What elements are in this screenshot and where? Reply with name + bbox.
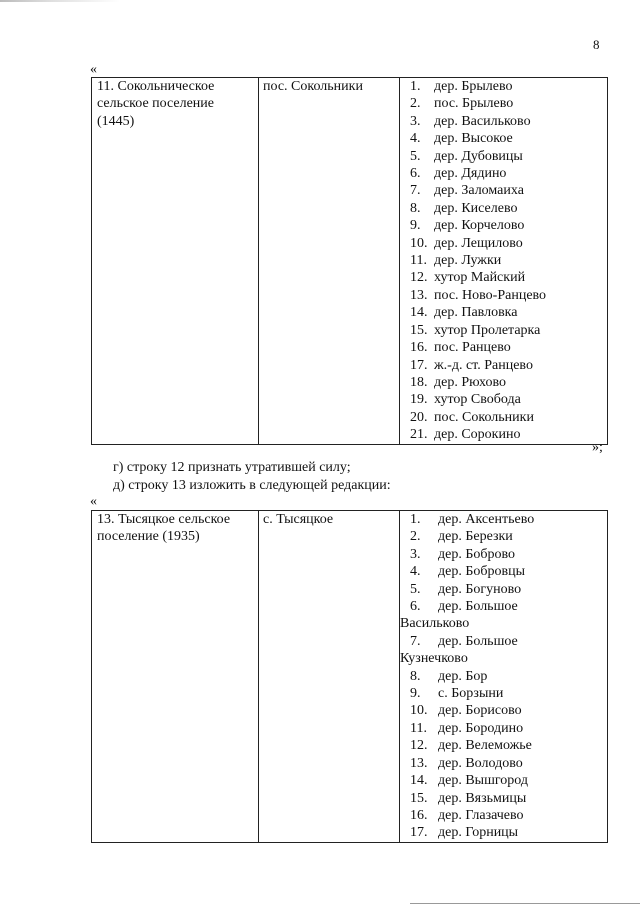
item-name: дер. Богуново bbox=[438, 581, 522, 597]
item-name: дер. Березки bbox=[438, 529, 513, 545]
list-item bbox=[410, 528, 607, 545]
item-name: дер. Горницы bbox=[438, 825, 519, 841]
list-item bbox=[410, 581, 607, 598]
item-name: дер. Вышгород bbox=[438, 773, 528, 789]
paragraph-g: г) строку 12 признать утратившей силу; bbox=[113, 460, 351, 475]
list-item bbox=[410, 339, 607, 356]
list-item bbox=[410, 78, 607, 95]
item-name: хутор Свобода bbox=[434, 392, 521, 408]
item-name: с. Борзыни bbox=[438, 686, 504, 702]
list-item bbox=[410, 95, 607, 112]
quote-open-2: « bbox=[90, 494, 97, 509]
list-item bbox=[410, 391, 607, 408]
list-item bbox=[410, 287, 607, 304]
item-number: 17. bbox=[410, 357, 428, 373]
list-item bbox=[410, 357, 607, 374]
item-name: дер. Бобровцы bbox=[438, 564, 526, 580]
settlements-list-cell bbox=[400, 511, 608, 843]
admin-center: с. Тысяцкое bbox=[263, 512, 334, 527]
item-name: дер. Киселево bbox=[434, 200, 518, 216]
item-name: дер. Брылево bbox=[434, 79, 513, 94]
list-item bbox=[410, 148, 607, 165]
list-item bbox=[410, 252, 607, 269]
item-name-continuation: Васильково bbox=[400, 616, 470, 632]
item-number: 18. bbox=[410, 374, 428, 390]
item-number: 9. bbox=[410, 218, 421, 234]
item-name: дер. Заломаиха bbox=[434, 183, 524, 199]
item-name: дер. Васильково bbox=[434, 113, 531, 129]
item-number: 19. bbox=[410, 392, 428, 408]
list-item bbox=[400, 633, 607, 668]
item-name: дер. Володово bbox=[438, 755, 523, 771]
list-item bbox=[410, 807, 607, 824]
item-number: 5. bbox=[410, 148, 421, 164]
list-item bbox=[410, 720, 607, 737]
settlement-table-1 bbox=[91, 77, 608, 445]
item-number: 11. bbox=[410, 720, 427, 736]
settlements-list bbox=[410, 78, 607, 444]
list-item bbox=[410, 217, 607, 234]
list-item bbox=[410, 113, 607, 130]
item-number: 17. bbox=[410, 825, 428, 841]
item-name: пос. Сокольники bbox=[434, 409, 534, 425]
item-name: дер. Рюхово bbox=[434, 374, 507, 390]
item-name: дер. Лужки bbox=[434, 253, 502, 269]
item-number: 16. bbox=[410, 807, 428, 823]
item-name: пос. Брылево bbox=[434, 96, 514, 112]
admin-center: пос. Сокольники bbox=[263, 79, 363, 94]
settlement-name: 13. Тысяцкое сельское поселение (1935) bbox=[97, 512, 231, 545]
item-number: 1. bbox=[410, 512, 421, 527]
settlement-name-cell bbox=[92, 78, 259, 445]
item-number: 16. bbox=[410, 340, 428, 356]
item-name: пос. Ново-Ранцево bbox=[434, 287, 547, 303]
item-name: дер. Лещилово bbox=[434, 235, 523, 251]
list-item bbox=[410, 165, 607, 182]
item-name-continuation: Кузнечково bbox=[400, 651, 468, 667]
page-number: 8 bbox=[593, 37, 600, 52]
item-number: 7. bbox=[410, 183, 421, 199]
list-item bbox=[410, 182, 607, 199]
list-item bbox=[410, 824, 607, 841]
item-number: 13. bbox=[410, 287, 428, 303]
item-number: 9. bbox=[410, 686, 421, 702]
table-row bbox=[92, 78, 608, 445]
list-item bbox=[410, 269, 607, 286]
item-number: 10. bbox=[410, 235, 428, 251]
item-number: 8. bbox=[410, 200, 421, 216]
item-number: 14. bbox=[410, 773, 428, 789]
item-name: дер. Бор bbox=[438, 668, 488, 684]
scan-artifact bbox=[0, 0, 120, 2]
admin-center-cell bbox=[259, 78, 400, 445]
item-number: 6. bbox=[410, 599, 421, 615]
list-item bbox=[410, 235, 607, 252]
item-number: 21. bbox=[410, 427, 428, 443]
item-number: 7. bbox=[410, 633, 421, 649]
item-name: дер. Дубовицы bbox=[434, 148, 523, 164]
item-number: 2. bbox=[410, 529, 421, 545]
item-name: дер. Аксентьево bbox=[438, 512, 535, 527]
item-name: дер. Боброво bbox=[438, 546, 516, 562]
item-number: 4. bbox=[410, 131, 421, 147]
item-number: 8. bbox=[410, 668, 421, 684]
list-item bbox=[410, 668, 607, 685]
item-name: дер. Павловка bbox=[434, 305, 518, 321]
item-name: хутор Майский bbox=[434, 270, 526, 286]
item-name: дер. Сорокино bbox=[434, 427, 521, 443]
item-number: 13. bbox=[410, 755, 428, 771]
list-item bbox=[410, 563, 607, 580]
item-number: 12. bbox=[410, 270, 428, 286]
settlements-list-cell bbox=[400, 78, 608, 445]
item-number: 2. bbox=[410, 96, 421, 112]
item-number: 15. bbox=[410, 322, 428, 338]
list-item bbox=[410, 200, 607, 217]
item-number: 14. bbox=[410, 305, 428, 321]
settlement-table-2 bbox=[91, 510, 608, 843]
item-number: 20. bbox=[410, 409, 428, 425]
quote-open-1: « bbox=[90, 62, 97, 77]
scan-artifact-bottom bbox=[410, 903, 640, 904]
list-item bbox=[410, 685, 607, 702]
list-item bbox=[410, 737, 607, 754]
item-number: 5. bbox=[410, 581, 421, 597]
item-name: дер. Бородино bbox=[438, 720, 524, 736]
list-item bbox=[410, 511, 607, 528]
item-name: дер. Высокое bbox=[434, 131, 513, 147]
item-name: пос. Ранцево bbox=[434, 340, 511, 356]
item-number: 11. bbox=[410, 253, 427, 269]
item-number: 3. bbox=[410, 113, 421, 129]
item-name: дер. Дядино bbox=[434, 166, 507, 182]
item-number: 6. bbox=[410, 166, 421, 182]
item-number: 1. bbox=[410, 79, 421, 94]
table-row bbox=[92, 511, 608, 843]
list-item bbox=[410, 546, 607, 563]
paragraph-d: д) строку 13 изложить в следующей редакции: bbox=[113, 478, 391, 493]
list-item bbox=[410, 790, 607, 807]
list-item bbox=[410, 702, 607, 719]
list-item bbox=[410, 772, 607, 789]
item-name: ж.-д. ст. Ранцево bbox=[434, 357, 533, 373]
item-name: дер. Борисово bbox=[438, 703, 522, 719]
list-item bbox=[410, 304, 607, 321]
item-name: дер. Глазачево bbox=[438, 807, 524, 823]
list-item bbox=[410, 322, 607, 339]
item-name: дер. Велеможье bbox=[438, 738, 532, 754]
item-number: 3. bbox=[410, 546, 421, 562]
list-item bbox=[410, 130, 607, 147]
item-name: дер. Вязьмицы bbox=[438, 790, 527, 806]
item-number: 10. bbox=[410, 703, 428, 719]
settlement-name-cell bbox=[92, 511, 259, 843]
item-name: дер. Большое bbox=[438, 599, 518, 615]
quote-close-1: »; bbox=[592, 440, 603, 455]
item-name: дер. Большое bbox=[438, 633, 518, 649]
item-number: 15. bbox=[410, 790, 428, 806]
settlements-list bbox=[400, 511, 607, 842]
item-number: 12. bbox=[410, 738, 428, 754]
item-name: хутор Пролетарка bbox=[434, 322, 541, 338]
list-item bbox=[410, 755, 607, 772]
list-item bbox=[410, 426, 607, 443]
item-number: 4. bbox=[410, 564, 421, 580]
list-item bbox=[410, 374, 607, 391]
admin-center-cell bbox=[259, 511, 400, 843]
list-item bbox=[410, 409, 607, 426]
settlement-name: 11. Сокольническое сельское поселение (1445) bbox=[97, 79, 215, 129]
item-name: дер. Корчелово bbox=[434, 218, 525, 234]
list-item bbox=[400, 598, 607, 633]
